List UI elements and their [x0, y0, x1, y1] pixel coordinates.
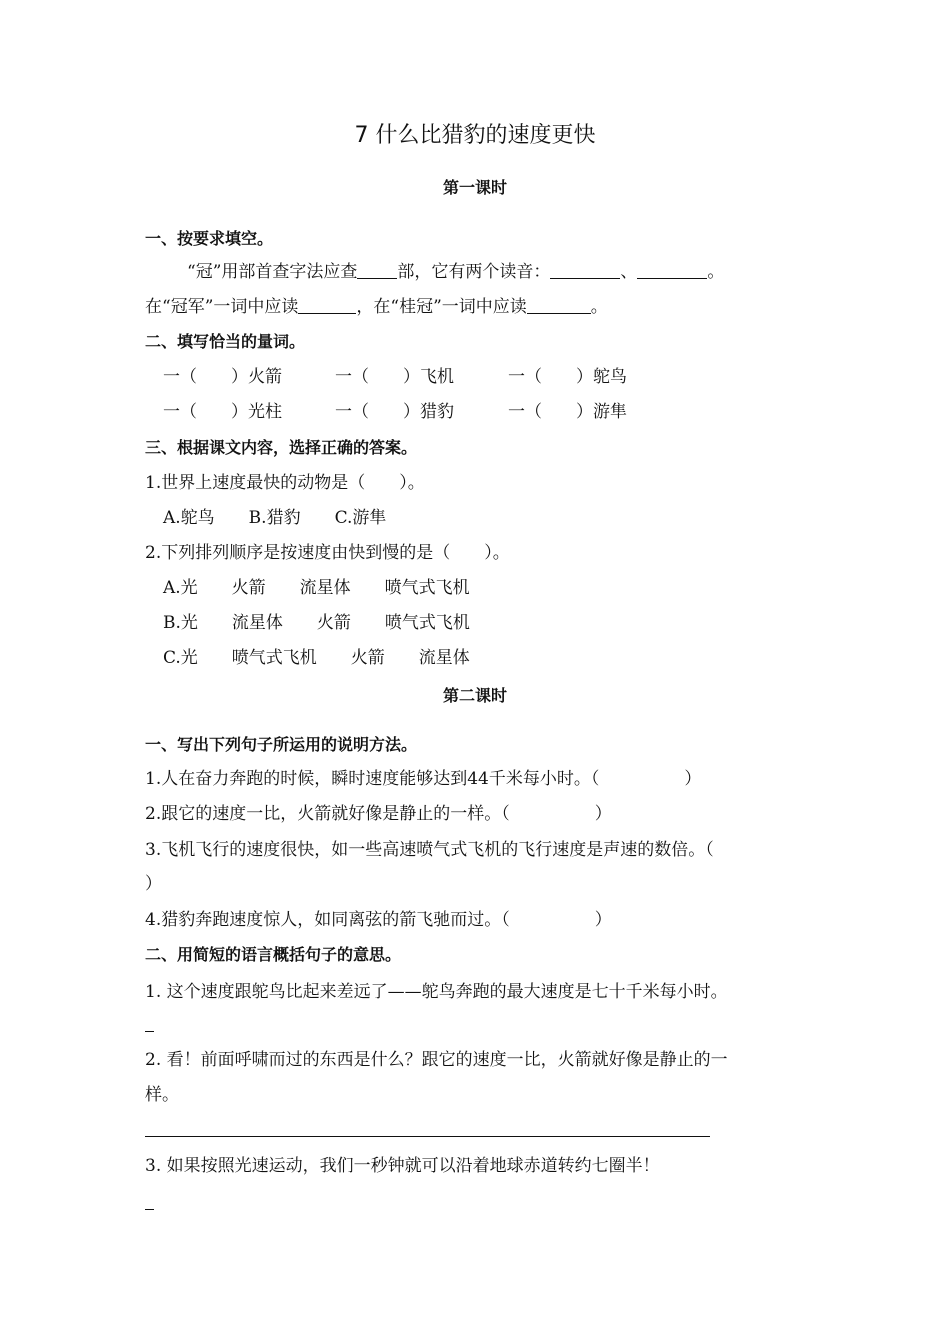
answer-blank[interactable] — [298, 295, 356, 314]
measure-word-item[interactable]: 一（ ）游隼 — [508, 402, 627, 422]
measure-word-item[interactable]: 一（ ）飞机 — [335, 367, 454, 387]
fill-text: 部，它有两个读音： — [397, 262, 551, 282]
answer-blank[interactable] — [637, 260, 707, 279]
method-question-1: 1.人在奋力奔跑的时候，瞬时速度能够达到44千米每小时。（ ） — [145, 769, 702, 789]
question-1: 1.世界上速度最快的动物是（ ）。 — [145, 473, 425, 493]
method-question-4: 4.猎豹奔跑速度惊人，如同离弦的箭飞驰而过。（ ） — [145, 910, 612, 930]
fill-line-2 — [145, 295, 608, 319]
option-c[interactable]: C.光 喷气式飞机 火箭 流星体 — [163, 648, 470, 668]
method-question-2: 2.跟它的速度一比，火箭就好像是静止的一样。（ ） — [145, 804, 612, 824]
answer-blank[interactable] — [357, 260, 397, 279]
fill-line-1 — [187, 260, 724, 284]
summary-question-1: 1. 这个速度跟鸵鸟比起来差远了——鸵鸟奔跑的最大速度是七十千米每小时。 — [145, 982, 728, 1002]
method-question-3: 3.飞机飞行的速度很快，如一些高速喷气式飞机的飞行速度是声速的数倍。（ — [145, 840, 714, 860]
question-1-options[interactable]: A.鸵鸟 B.猎豹 C.游隼 — [163, 508, 387, 528]
fill-text: 。 — [590, 297, 608, 317]
measure-word-item[interactable]: 一（ ）火箭 — [163, 367, 282, 387]
fill-text: ，在“桂冠”一词中应读 — [356, 297, 527, 317]
section2-heading: 二、填写恰当的量词。 — [145, 332, 306, 351]
lesson2-section2-heading: 二、用简短的语言概括句子的意思。 — [145, 945, 402, 964]
fill-text: 、 — [620, 262, 638, 282]
fill-text: 在“冠军”一词中应读 — [145, 297, 299, 317]
option-a[interactable]: A.光 火箭 流星体 喷气式飞机 — [163, 578, 470, 598]
measure-word-item[interactable]: 一（ ）光柱 — [163, 402, 282, 422]
answer-line[interactable] — [145, 1209, 154, 1210]
lesson1-heading: 第一课时 — [442, 178, 507, 197]
section1-heading: 一、按要求填空。 — [145, 229, 274, 248]
fill-text: 。 — [707, 262, 725, 282]
lesson2-section1-heading: 一、写出下列句子所运用的说明方法。 — [145, 735, 418, 754]
summary-question-2: 2. 看！前面呼啸而过的东西是什么？跟它的速度一比，火箭就好像是静止的一 — [145, 1050, 728, 1070]
page-title: 7 什么比猎豹的速度更快 — [354, 123, 596, 148]
summary-question-3: 3. 如果按照光速运动，我们一秒钟就可以沿着地球赤道转约七圈半！ — [145, 1156, 660, 1176]
answer-blank[interactable] — [527, 295, 591, 314]
section3-heading: 三、根据课文内容，选择正确的答案。 — [145, 438, 418, 457]
answer-line[interactable] — [145, 1031, 154, 1032]
answer-line[interactable] — [145, 1136, 710, 1137]
measure-word-item[interactable]: 一（ ）猎豹 — [335, 402, 454, 422]
measure-word-item[interactable]: 一（ ）鸵鸟 — [508, 367, 627, 387]
fill-text: “冠”用部首查字法应查 — [187, 262, 358, 282]
question-2: 2.下列排列顺序是按速度由快到慢的是（ ）。 — [145, 543, 510, 563]
lesson2-heading: 第二课时 — [442, 686, 507, 705]
option-b[interactable]: B.光 流星体 火箭 喷气式飞机 — [163, 613, 470, 633]
summary-question-2-cont: 样。 — [145, 1085, 179, 1105]
method-question-3-end: ） — [145, 874, 162, 894]
answer-blank[interactable] — [550, 260, 620, 279]
